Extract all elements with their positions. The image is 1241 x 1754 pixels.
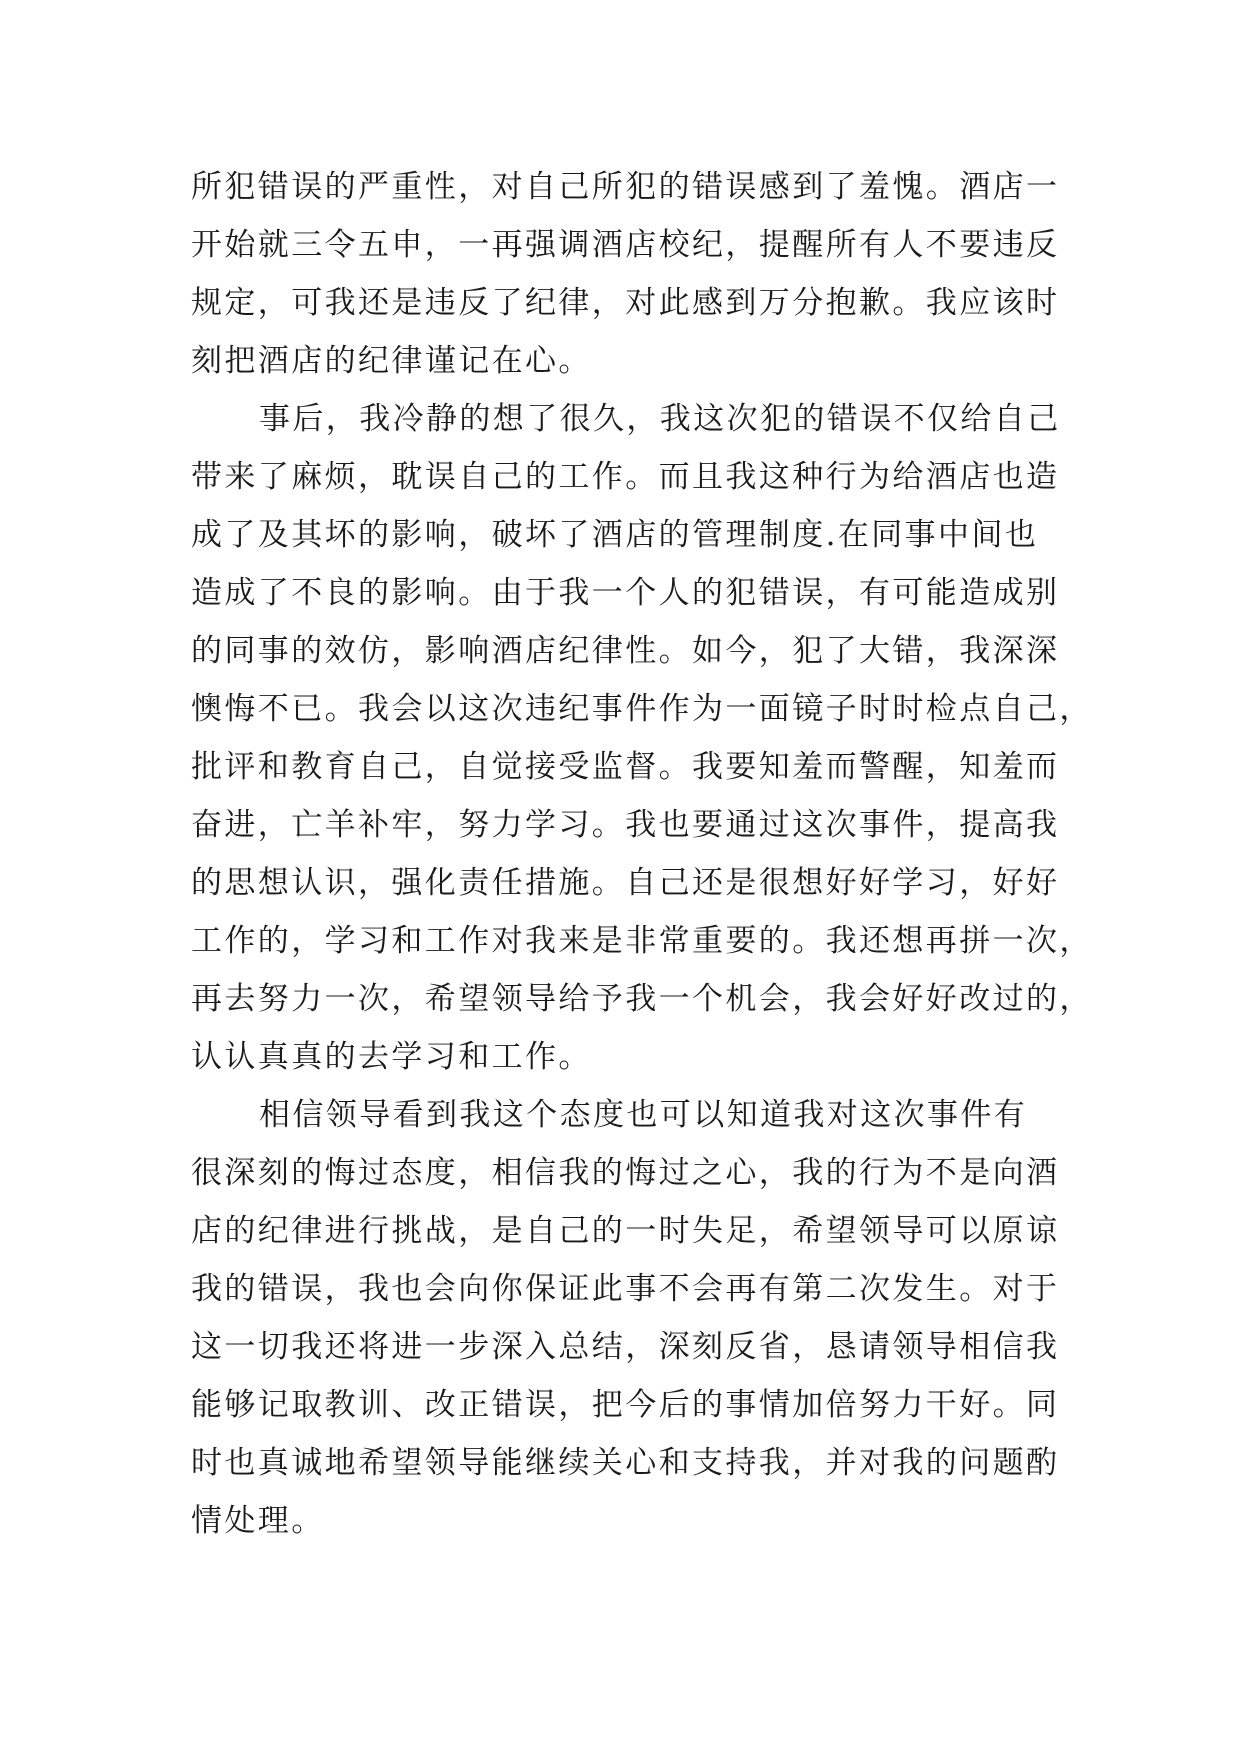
- text-line: 的思想认识，强化责任措施。自己还是很想好好学习，好好: [191, 865, 1060, 901]
- text-line: 工作的，学习和工作对我来是非常重要的。我还想再拼一次，: [191, 923, 1093, 959]
- text-line: 时也真诚地希望领导能继续关心和支持我，并对我的问题酌: [191, 1445, 1060, 1481]
- text-line: 情处理。: [191, 1503, 325, 1539]
- text-line: 刻把酒店的纪律谨记在心。: [191, 343, 592, 379]
- text-line: 相信领导看到我这个态度也可以知道我对这次事件有: [259, 1097, 1028, 1133]
- text-line: 店的纪律进行挑战，是自己的一时失足，希望领导可以原谅: [191, 1213, 1060, 1249]
- text-line: 很深刻的悔过态度，相信我的悔过之心，我的行为不是向酒: [191, 1155, 1060, 1191]
- text-line: 所犯错误的严重性，对自己所犯的错误感到了羞愧。酒店一: [191, 169, 1060, 205]
- text-line: 能够记取教训、改正错误，把今后的事情加倍努力干好。同: [191, 1387, 1060, 1423]
- text-line: 再去努力一次，希望领导给予我一个机会，我会好好改过的，: [191, 981, 1093, 1017]
- paragraph-1: [191, 158, 1061, 390]
- paragraph-3: [191, 1086, 1061, 1550]
- text-line: 奋进，亡羊补牢，努力学习。我也要通过这次事件，提高我: [191, 807, 1060, 843]
- text-line: 造成了不良的影响。由于我一个人的犯错误，有可能造成别: [191, 575, 1060, 611]
- text-line: 开始就三令五申，一再强调酒店校纪，提醒所有人不要违反: [191, 227, 1060, 263]
- text-line: 成了及其坏的影响，破坏了酒店的管理制度.在同事中间也: [191, 517, 1039, 553]
- text-line: 事后，我冷静的想了很久，我这次犯的错误不仅给自己: [259, 401, 1061, 437]
- document-body: [191, 158, 1093, 1550]
- text-line: 批评和教育自己，自觉接受监督。我要知羞而警醒，知羞而: [191, 749, 1060, 785]
- text-line: 的同事的效仿，影响酒店纪律性。如今，犯了大错，我深深: [191, 633, 1060, 669]
- text-line: 懊悔不已。我会以这次违纪事件作为一面镜子时时检点自己，: [191, 691, 1093, 727]
- text-line: 带来了麻烦，耽误自己的工作。而且我这种行为给酒店也造: [191, 459, 1060, 495]
- text-line: 规定，可我还是违反了纪律，对此感到万分抱歉。我应该时: [191, 285, 1060, 321]
- paragraph-2: [191, 390, 1093, 1086]
- text-line: 这一切我还将进一步深入总结，深刻反省，恳请领导相信我: [191, 1329, 1060, 1365]
- text-line: 我的错误，我也会向你保证此事不会再有第二次发生。对于: [191, 1271, 1060, 1307]
- text-line: 认认真真的去学习和工作。: [191, 1039, 592, 1075]
